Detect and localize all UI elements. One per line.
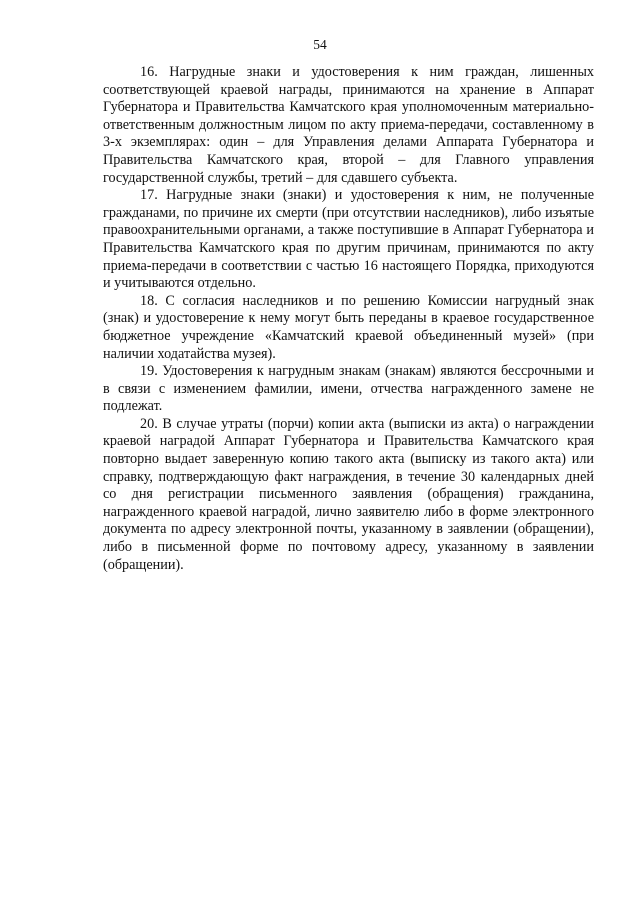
paragraph-number: 16.	[140, 64, 158, 80]
document-body	[103, 64, 594, 574]
paragraph-20	[103, 416, 594, 574]
paragraph-text: Нагрудные знаки (знаки) и удостоверения к ним, не полученные гражданами, по причине их смерти (при отсутствии наследников), либо изъятые правоохранительными органами, а также поступившие в Аппарат Губернатора и Правительства Камчатского края по другим причинам, принимаются по акту приема-передачи в соответствии с частью 16 настоящего Порядка, приходуются и учитываются отдельно.	[103, 187, 595, 292]
page-number: 54	[313, 37, 327, 52]
paragraph-18	[103, 293, 594, 363]
paragraph-19	[103, 363, 594, 416]
paragraph-number: 17.	[140, 187, 158, 204]
paragraph-number: 18.	[140, 292, 158, 309]
paragraph-16	[103, 64, 594, 187]
paragraph-text: Удостоверения к нагрудным знакам (знакам) являются бессрочными и в связи с изменением фамилии, имени, отчества награжденного замене не подлежат.	[103, 363, 595, 415]
paragraph-text: Нагрудные знаки и удостоверения к ним граждан, лишенных соответствующей краевой награды, принимаются на хранение в Аппарат Губернатора и Правительства Камчатского края уполномоченным материально-ответственным должностным лицом по акту приема-передачи, составленному в 3-х экземплярах: один – для Управления делами Аппарата Губернатора и Правительства Камчатского края, второй – для Главного управления государственной службы, третий – для сдавшего субъекта.	[103, 64, 594, 186]
paragraph-number: 19.	[140, 363, 158, 380]
paragraph-text: В случае утраты (порчи) копии акта (выписки из акта) о награждении краевой наградой Аппарат Губернатора и Правительства Камчатского края повторно выдает заверенную копию такого акта (выписку из такого акта) или справку, подтверждающую факт награждения, в течение 30 календарных дней со дня регистрации письменного заявления (обращения) гражданина, награжденного краевой наградой, лично заявителю либо в форме электронного документа по адресу электронной почты, указанному в заявлении (обращении), либо в письменной форме по почтовому адресу, указанному в заявлении (обращении).	[103, 415, 595, 573]
paragraph-17	[103, 187, 594, 293]
paragraph-number: 20.	[140, 415, 158, 432]
paragraph-text: С согласия наследников и по решению Комиссии нагрудный знак (знак) и удостоверение к нему могут быть переданы в краевое государственное бюджетное учреждение «Камчатский краевой объединенный музей» (при наличии ходатайства музея).	[103, 292, 594, 362]
